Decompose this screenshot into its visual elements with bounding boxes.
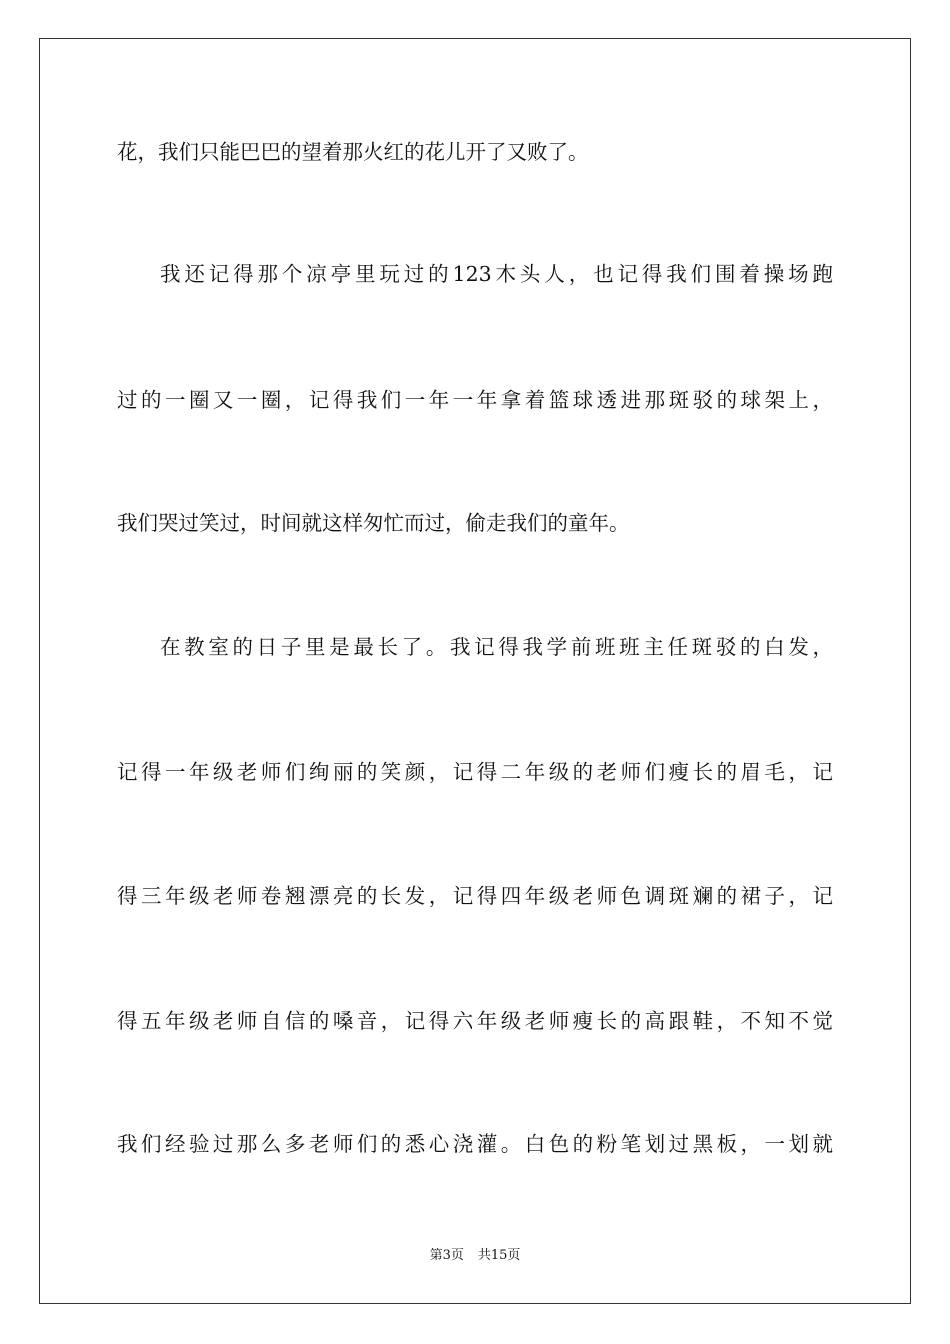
text-line-1: 花，我们只能巴巴的望着那火红的花儿开了又败了。 — [117, 140, 589, 164]
text-line-5: 在教室的日子里是最长了。我记得我学前班班主任斑驳的白发， — [160, 635, 833, 659]
page-footer — [0, 1247, 950, 1265]
text-line-9: 我们经验过那么多老师们的悉心浇灌。白色的粉笔划过黑板，一划就 — [117, 1132, 833, 1156]
text-line-4: 我们哭过笑过，时间就这样匆忙而过，偷走我们的童年。 — [117, 511, 630, 535]
text-line-7: 得三年级老师卷翘漂亮的长发，记得四年级老师色调斑斓的裙子，记 — [117, 884, 833, 908]
page-border — [39, 38, 911, 1304]
page-number-current: 第3页 — [429, 1248, 464, 1263]
text-line-3: 过的一圈又一圈，记得我们一年一年拿着篮球透进那斑驳的球架上， — [117, 388, 833, 412]
page-number-total: 共15页 — [477, 1248, 521, 1263]
text-line-2: 我还记得那个凉亭里玩过的123木头人，也记得我们围着操场跑 — [160, 262, 833, 286]
text-line-6: 记得一年级老师们绚丽的笑颜，记得二年级的老师们瘦长的眉毛，记 — [117, 760, 833, 784]
text-line-8: 得五年级老师自信的嗓音，记得六年级老师瘦长的高跟鞋，不知不觉 — [117, 1009, 833, 1033]
